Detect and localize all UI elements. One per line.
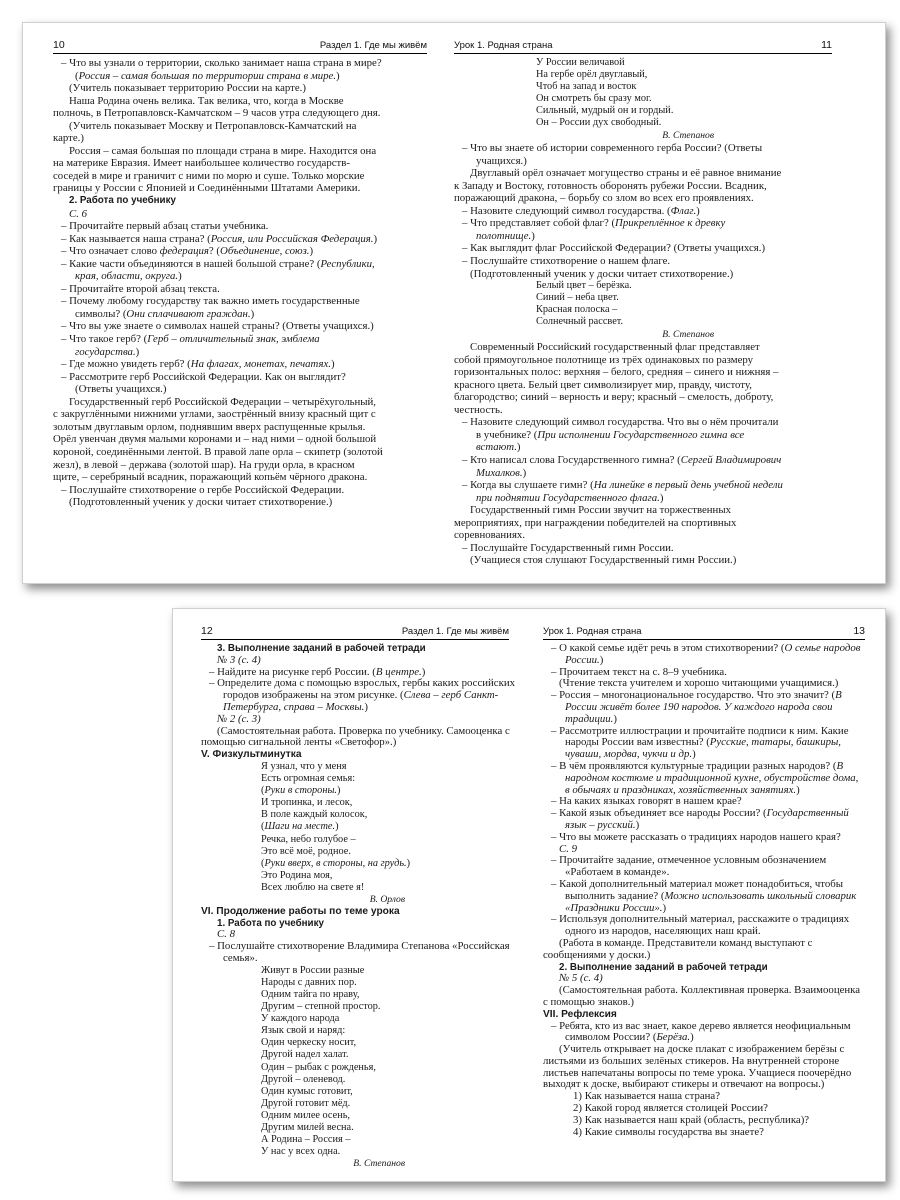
dialogue-line: – Прочитайте первый абзац статьи учебника. bbox=[61, 220, 269, 233]
paragraph: (Учитель показывает Москву и Петропавловск-Камчатский на карте.) bbox=[53, 119, 357, 145]
poem-line: (Руки в стороны.) bbox=[261, 785, 341, 797]
section-heading: 2. Работа по учебнику bbox=[69, 195, 176, 207]
page-number: 11 bbox=[821, 39, 832, 51]
page-number: 13 bbox=[853, 625, 865, 637]
poem-line: На гербе орёл двуглавый, bbox=[536, 69, 648, 81]
page-text-column bbox=[53, 57, 383, 509]
dialogue-line: – Послушайте стихотворение о нашем флаге. bbox=[462, 255, 671, 268]
page-reference: № 2 (с. 3) bbox=[217, 712, 261, 725]
page-reference: С. 6 bbox=[69, 207, 87, 220]
paragraph: Россия – самая большая по площади страна в мире. Находится она на материке Евразия. Имеет наибольшее количество государств-соседей в мире и граничит с ними по морю и суше. Только морские границы у России с Японией и Соединёнными Штатами Америки. bbox=[53, 144, 377, 195]
page-reference: С. 9 bbox=[559, 842, 577, 855]
paragraph: (Подготовленный ученик у доски читает стихотворение.) bbox=[470, 267, 734, 280]
section-heading: 3. Выполнение заданий в рабочей тетради bbox=[217, 643, 426, 654]
poem-line: Одним милее осень, bbox=[261, 1109, 350, 1121]
paragraph: (Учитель показывает территорию России на карте.) bbox=[69, 82, 306, 95]
dialogue-line: – Какой дополнительный материал может понадобиться, чтобы выполнить задание? (Можно использовать школьный словарик «Праздники России».) bbox=[551, 877, 857, 914]
paragraph: (Подготовленный ученик у доски читает стихотворение.) bbox=[69, 496, 333, 509]
paragraph: (Учитель открывает на доске плакат с изображением берёзы с листьями из больших зелёных стикеров. На внутренней стороне листьев напечатаны вопросы по теме урока. Учащиеся поочерёдно выходят к доске, выбирают стикеры и отвечают на вопросы.) bbox=[543, 1043, 852, 1091]
paragraph: (Учащиеся стоя слушают Государственный гимн России.) bbox=[470, 554, 737, 567]
page-number: 10 bbox=[53, 39, 65, 51]
paragraph: (Самостоятельная работа. Проверка по учебнику. Самооценка с помощью сигнальной ленты «Светофор».) bbox=[201, 724, 510, 749]
dialogue-line: – Прочитайте второй абзац текста. bbox=[61, 282, 220, 295]
poem-line: Живут в России разные bbox=[261, 964, 365, 976]
poem-line: Одним тайга по нраву, bbox=[261, 988, 360, 1000]
page-text-column bbox=[201, 643, 515, 1170]
poem-line: Есть огромная семья: bbox=[261, 773, 356, 785]
dialogue-line: – Прочитаем текст на с. 8–9 учебника. bbox=[551, 665, 727, 678]
paragraph: Двуглавый орёл означает могущество страны и её равное внимание к Западу и Востоку, готовность оборонять рубежи России. Всадник, поражающий дракона, – борьбу со злом во всех его проявлениях. bbox=[454, 167, 782, 205]
poem-line: Это Родина моя, bbox=[261, 869, 333, 881]
dialogue-line: – Послушайте Государственный гимн России. bbox=[462, 541, 674, 554]
poem-line: Он смотреть бы сразу мог. bbox=[536, 93, 652, 105]
poem-line: Другой – оленевод. bbox=[261, 1073, 346, 1085]
poem-author: В. Орлов bbox=[369, 894, 405, 905]
dialogue-line: – Послушайте стихотворение о гербе Российской Федерации. bbox=[61, 483, 345, 496]
page-header bbox=[543, 625, 865, 640]
page-13 bbox=[529, 609, 885, 1181]
paragraph: Современный Российский государственный флаг представляет собой прямоугольное полотнище из трёх одинаковых по размеру горизонтальных полос: верхняя – белого, средняя – синего и нижняя – красного цвета. Белый цвет символизирует мир, правду, чистоту, благородство; синий – верность и веру; красный – смелость, доброту, честность. bbox=[454, 341, 779, 416]
book-spread-pages-10-11 bbox=[22, 22, 886, 584]
running-title: Урок 1. Родная страна bbox=[454, 40, 553, 51]
dialogue-line: – Что означает слово федерация? (Объединение, союз.) bbox=[61, 245, 314, 258]
dialogue-line: – В чём проявляются культурные традиции разных народов? (В народном костюме и традиционной кухне, обустройстве дома, в обычаях и праздниках, хозяйственных занятиях.) bbox=[551, 759, 859, 796]
poem-line: У каждого народа bbox=[261, 1013, 340, 1025]
dialogue-line: – Россия – многонациональное государство. Что это значит? (В России живёт более 190 народов. У каждого народа свои традиции.) bbox=[551, 689, 842, 725]
dialogue-line: – Послушайте стихотворение Владимира Степанова «Российская семья». bbox=[209, 940, 510, 964]
poem-line: Всех люблю на свете я! bbox=[261, 881, 365, 893]
dialogue-line: – Найдите на рисунке герб России. (В центре.) bbox=[209, 665, 426, 678]
dialogue-line: – Что вы знаете об истории современного герба России? (Ответы учащихся.) bbox=[462, 142, 763, 167]
poem-line: (Шаги на месте.) bbox=[261, 821, 339, 833]
page-number: 12 bbox=[201, 625, 213, 637]
section-heading: VII. Рефлексия bbox=[543, 1008, 617, 1020]
dialogue-line: – Кто написал слова Государственного гимна? (Сергей Владимирович Михалков.) bbox=[462, 453, 782, 479]
poem-line: Народы с давних пор. bbox=[261, 976, 357, 988]
page-reference: С. 8 bbox=[217, 928, 235, 941]
section-heading: 1. Работа по учебнику bbox=[217, 917, 324, 929]
paragraph: (Работа в команде. Представители команд выступают с сообщениями у доски.) bbox=[543, 936, 813, 961]
dialogue-line: – Что вы можете рассказать о традициях народов нашего края? bbox=[551, 830, 841, 843]
paragraph: Государственный гимн России звучит на торжественных мероприятиях, при награждении победителей на спортивных соревнованиях. bbox=[454, 504, 737, 542]
dialogue-line: – Как выглядит флаг Российской Федерации? (Ответы учащихся.) bbox=[462, 242, 766, 255]
dialogue-line: – Прочитайте задание, отмеченное условным обозначением «Работаем в команде». bbox=[551, 854, 827, 879]
dialogue-line: – Как называется наша страна? (Россия, или Российская Федерация.) bbox=[61, 232, 378, 245]
poem-line: (Руки вверх, в стороны, на грудь.) bbox=[261, 857, 411, 869]
dialogue-line: – Ребята, кто из вас знает, какое дерево является неофициальным символом России? (Берёза.) bbox=[551, 1019, 851, 1044]
poem-line: У России величавой bbox=[536, 57, 625, 68]
dialogue-line: – Что представляет собой флаг? (Прикреплённое к древку полотнище.) bbox=[462, 217, 726, 242]
dialogue-line: – На каких языках говорят в нашем крае? bbox=[551, 795, 742, 808]
dialogue-line: – Используя дополнительный материал, расскажите о традициях одного из народов, населяющих наш край. bbox=[551, 913, 850, 938]
book-spread-pages-12-13 bbox=[172, 608, 886, 1182]
question-item: 2) Какой город является столицей России? bbox=[573, 1102, 768, 1115]
poem-line: Язык свой и наряд: bbox=[261, 1025, 346, 1037]
dialogue-line: – Что вы уже знаете о символах нашей страны? (Ответы учащихся.) bbox=[61, 320, 374, 333]
poem-line: Другим – степной простор. bbox=[261, 1001, 381, 1013]
dialogue-line: – Когда вы слушаете гимн? (На линейке в первый день учебной недели при поднятии Государственного флага.) bbox=[462, 479, 783, 504]
page-12 bbox=[173, 609, 529, 1181]
dialogue-line: – Назовите следующий символ государства. (Флаг.) bbox=[462, 204, 700, 217]
page-10 bbox=[23, 23, 454, 583]
poem-line: Сильный, мудрый он и гордый. bbox=[536, 105, 674, 117]
poem-line: Это всё моё, родное. bbox=[261, 845, 351, 857]
page-text-column bbox=[543, 643, 865, 1138]
poem-line: Речка, небо голубое – bbox=[261, 833, 356, 845]
poem-line: Красная полоска – bbox=[536, 304, 618, 316]
question-item: 1) Как называется наша страна? bbox=[573, 1090, 720, 1103]
page-text-column bbox=[454, 57, 784, 567]
running-title: Раздел 1. Где мы живём bbox=[401, 626, 509, 637]
poem-line: Чтоб на запад и восток bbox=[536, 81, 637, 93]
poem-line: Белый цвет – берёзка. bbox=[536, 280, 632, 292]
poem-line: Один кумыс готовит, bbox=[261, 1085, 353, 1097]
dialogue-line: – Какие части объединяются в нашей большой стране? (Республики, края, области, округа.) bbox=[61, 257, 375, 283]
dialogue-line: – Почему любому государству так важно иметь государственные символы? (Они сплачивают граждан.) bbox=[61, 295, 360, 320]
dialogue-line: – Что вы узнали о территории, сколько занимает наша страна в мире? (Россия – самая большая по территории страна в мире.) bbox=[61, 57, 382, 82]
question-item: 3) Как называется наш край (область, республика)? bbox=[573, 1113, 810, 1126]
page-reference: № 3 (с. 4) bbox=[217, 653, 261, 666]
dialogue-line: – Рассмотрите герб Российской Федерации. Как он выглядит? (Ответы учащихся.) bbox=[61, 370, 346, 396]
section-heading: 2. Выполнение заданий в рабочей тетради bbox=[559, 961, 768, 973]
paragraph: Государственный герб Российской Федерации – четырёхугольный, с закруглёнными нижними углами, заострённый внизу красный щит с золотым двуглавым орлом, поднявшим вверх распущенные крылья. Орёл увенчан двумя малыми коронами и – над ними – одной большой короной, соединёнными лентой. В правой лапе орла – скипетр (золотой жезл), в левой – держава (золотой шар). На груди орла, в красном щите, – серебряный всадник, поражающий копьём чёрного дракона. bbox=[53, 395, 383, 484]
poem-author: В. Степанов bbox=[662, 328, 714, 340]
poem-line: Один – рыбак с рожденья, bbox=[261, 1061, 376, 1073]
poem-line: Другой готовит мёд. bbox=[261, 1097, 351, 1109]
poem-line: Он – России дух свободный. bbox=[536, 117, 662, 129]
dialogue-line: – Какой язык объединяет все народы России? (Государственный язык – русский.) bbox=[551, 807, 849, 831]
poem-line: Синий – неба цвет. bbox=[536, 292, 619, 304]
poem-line: Я узнал, что у меня bbox=[261, 760, 347, 772]
poem-author: В. Степанов bbox=[662, 129, 714, 141]
section-heading: VI. Продолжение работы по теме урока bbox=[201, 905, 400, 917]
poem-line: Солнечный рассвет. bbox=[536, 316, 624, 328]
paragraph: (Самостоятельная работа. Коллективная проверка. Взаимооценка с помощью знаков.) bbox=[543, 984, 861, 1008]
paragraph: (Чтение текста учителем и хорошо читающими учащимися.) bbox=[559, 677, 839, 690]
running-title: Раздел 1. Где мы живём bbox=[319, 40, 427, 51]
poem-line: А Родина – Россия – bbox=[261, 1134, 351, 1146]
question-item: 4) Какие символы государства вы знаете? bbox=[573, 1125, 764, 1138]
dialogue-line: – О какой семье идёт речь в этом стихотворении? (О семье народов России.) bbox=[551, 642, 861, 666]
poem-line: Другим милей весна. bbox=[261, 1122, 354, 1133]
running-title: Урок 1. Родная страна bbox=[543, 626, 642, 637]
dialogue-line: – Где можно увидеть герб? (На флагах, монетах, печатях.) bbox=[61, 358, 335, 371]
section-heading: V. Физкультминутка bbox=[201, 749, 302, 761]
poem-line: И тропинка, и лесок, bbox=[261, 797, 353, 809]
poem-line: Один черкеску носит, bbox=[261, 1037, 357, 1049]
page-header bbox=[201, 625, 509, 640]
poem-line: Другой надел халат. bbox=[261, 1049, 349, 1061]
page-header bbox=[53, 39, 427, 54]
page-header bbox=[454, 39, 832, 54]
dialogue-line: – Определите дома с помощью взрослых, гербы каких российских городов изображены на этом рисунке. (Слева – герб Санкт-Петербурга, справа – Москвы.) bbox=[209, 677, 516, 713]
dialogue-line: – Назовите следующий символ государства. Что вы о нём прочитали в учебнике? (При исполнении Государственного гимна все встают.) bbox=[462, 416, 779, 454]
poem-line: В поле каждый колосок, bbox=[261, 809, 368, 821]
page-11 bbox=[454, 23, 885, 583]
page-reference: № 5 (с. 4) bbox=[559, 972, 603, 985]
poem-line: У нас у всех одна. bbox=[261, 1146, 341, 1158]
poem-author: В. Степанов bbox=[353, 1158, 405, 1170]
dialogue-line: – Рассмотрите иллюстрации и прочитайте подписи к ним. Какие народы России вам известны? (Русские, татары, башкиры, чуваши, мордва, чукчи и др.) bbox=[551, 724, 849, 761]
paragraph: Наша Родина очень велика. Так велика, что, когда в Москве полночь, в Петропавловск-Камчатском – 9 часов утра следующего дня. bbox=[53, 94, 381, 120]
dialogue-line: – Что такое герб? (Герб – отличительный знак, эмблема государства.) bbox=[61, 333, 320, 358]
